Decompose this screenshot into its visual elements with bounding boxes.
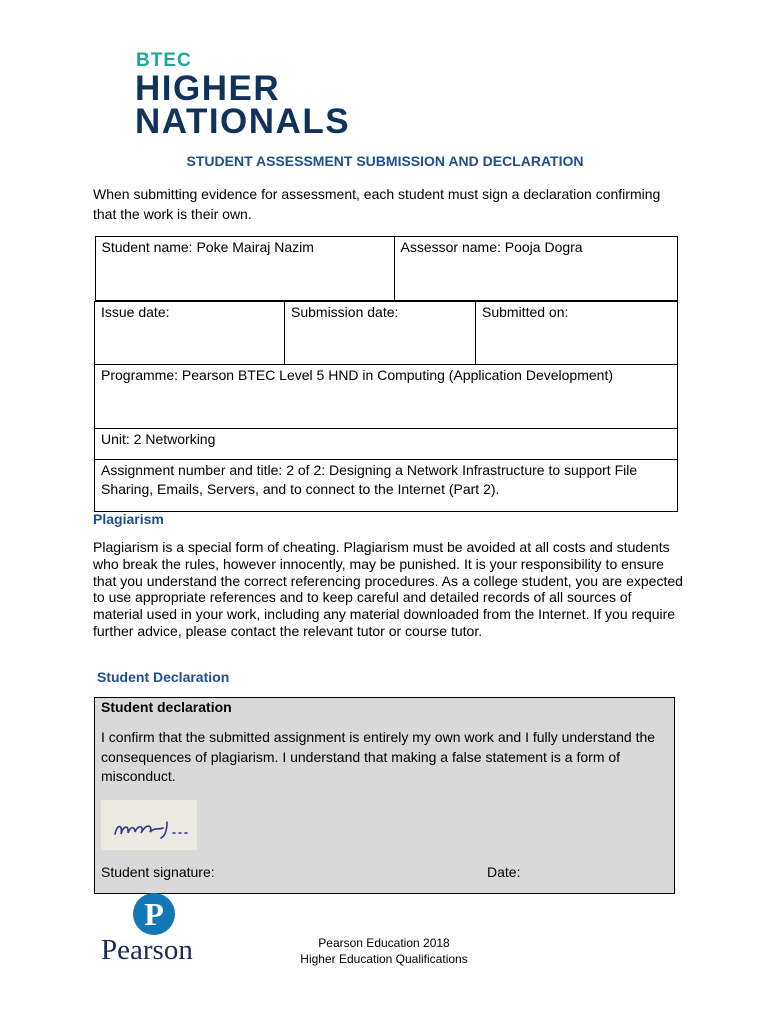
signature-graphic <box>101 800 197 850</box>
footer-line-1: Pearson Education 2018 <box>318 936 450 950</box>
issue-date-cell: Issue date: <box>95 302 285 365</box>
plagiarism-text: Plagiarism is a special form of cheating. Plagiarism must be avoided at all costs and students who break the rules, however innocently, may be punished. It is your responsibility to ensure that you understand the correct referencing procedures. As a college student, you are expected to use appropriate references and to keep careful and detailed records of all sources of material used in your work, including any material downloaded from the Internet. If you require further advice, please contact the relevant tutor or course tutor. <box>93 539 683 639</box>
logo-btec: BTEC <box>136 50 192 71</box>
assignment-cell: Assignment number and title: 2 of 2: Designing a Network Infrastructure to support File Sharing, Emails, Servers, and to connect to the Internet (Part 2). <box>95 460 678 512</box>
logo-nationals: NATIONALS <box>135 102 351 141</box>
signature-image <box>101 800 197 850</box>
logo-higher: HIGHER <box>135 69 281 108</box>
assessor-name-cell: Assessor name: Pooja Dogra <box>394 237 677 301</box>
declaration-heading: Student Declaration <box>97 669 230 685</box>
declaration-box <box>94 697 675 894</box>
student-name-cell: Student name: Poke Mairaj Nazim <box>95 237 394 301</box>
date-label: Date: <box>487 864 521 880</box>
pearson-logo-icon: P <box>133 893 175 935</box>
submission-form-table <box>94 236 678 512</box>
footer-line-2: Higher Education Qualifications <box>300 951 468 966</box>
declaration-text: I confirm that the submitted assignment is entirely my own work and I fully understand the consequences of plagiarism. I understand that making a false statement is a form of misconduct. <box>101 729 656 784</box>
student-signature-label: Student signature: <box>101 864 215 880</box>
programme-cell: Programme: Pearson BTEC Level 5 HND in Computing (Application Development) <box>95 365 678 429</box>
submitted-on-cell: Submitted on: <box>476 302 678 365</box>
plagiarism-heading: Plagiarism <box>93 511 164 527</box>
unit-cell: Unit: 2 Networking <box>95 429 678 460</box>
declaration-box-title: Student declaration <box>101 699 232 715</box>
submission-date-cell: Submission date: <box>285 302 476 365</box>
pearson-wordmark: Pearson <box>101 934 193 966</box>
footer <box>270 936 498 967</box>
intro-text: When submitting evidence for assessment, each student must sign a declaration confirming that the work is their own. <box>93 186 661 222</box>
page-title: STUDENT ASSESSMENT SUBMISSION AND DECLARATION <box>186 153 584 169</box>
